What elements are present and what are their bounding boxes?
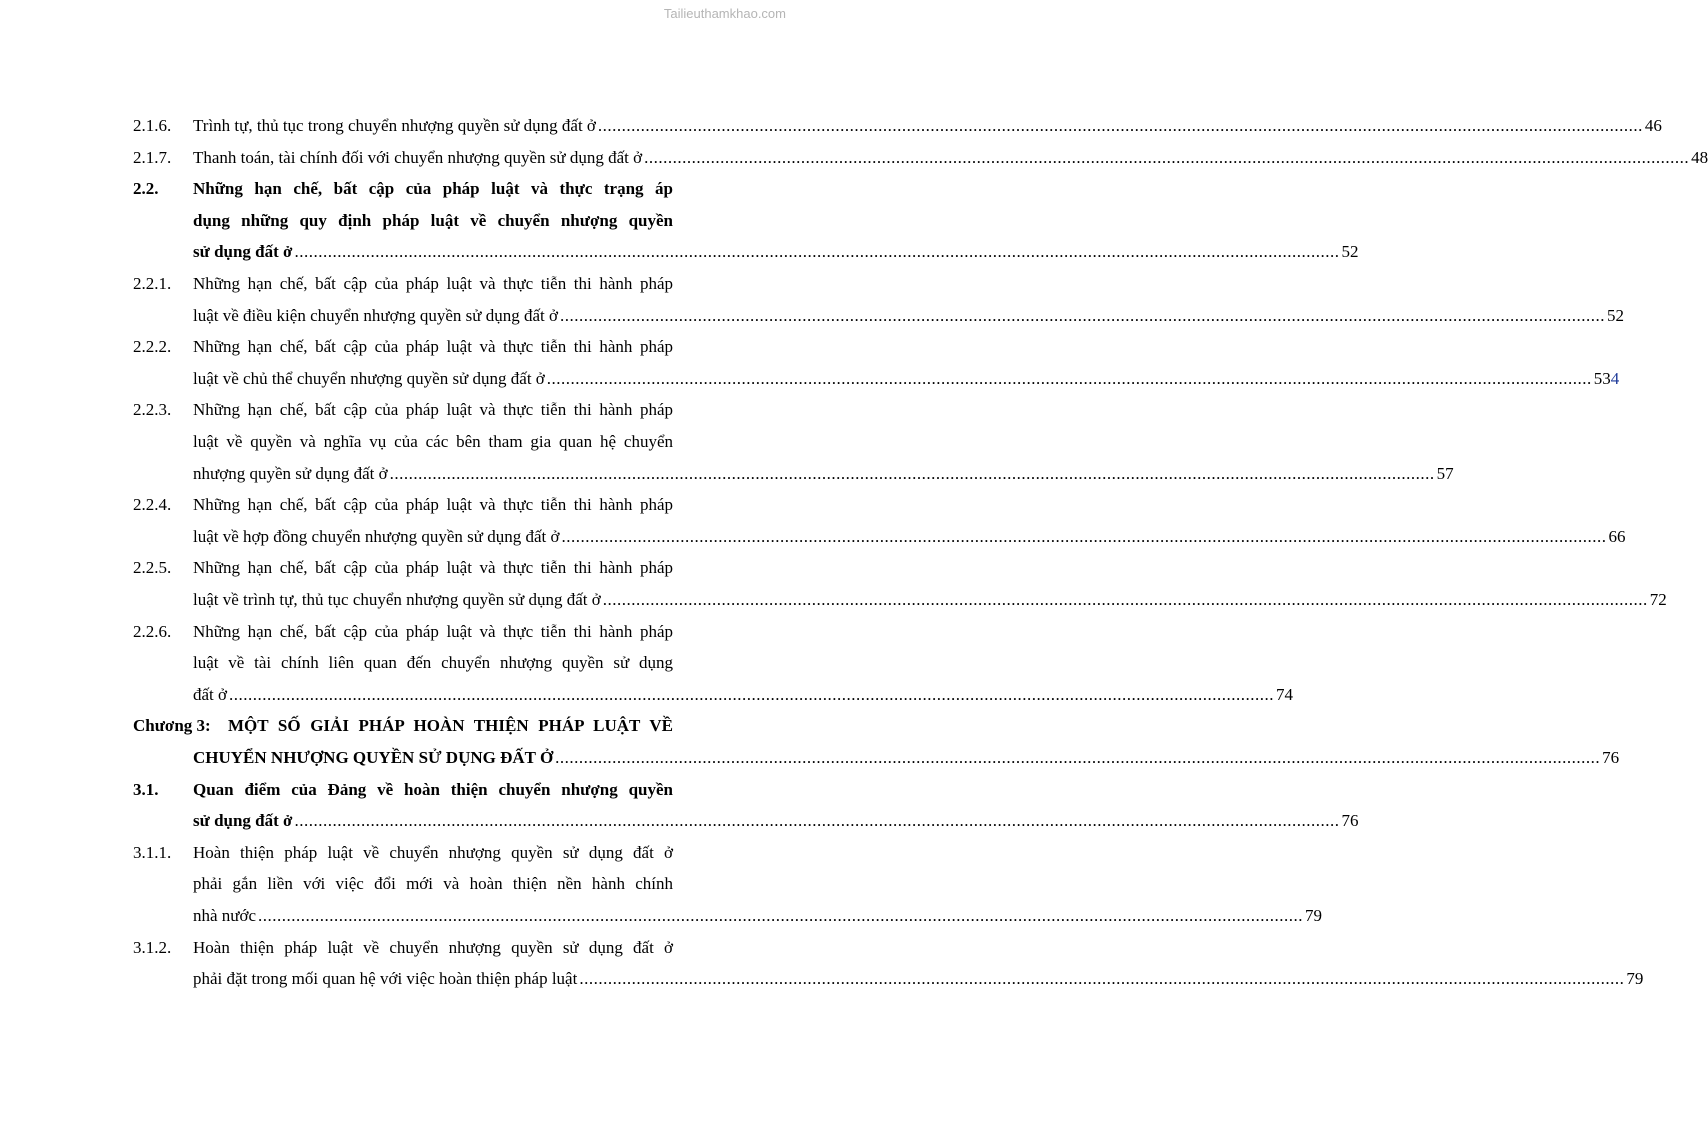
toc-page-number: [1608, 523, 1625, 551]
toc-entry-leader-line[interactable]: [193, 902, 1323, 930]
toc-entry-number: 2.2.6.: [133, 621, 172, 641]
toc-entry-number: Chương 3:: [133, 716, 211, 736]
toc-entry-number: 2.1.7.: [133, 147, 172, 167]
toc-entry-title: Những hạn chế, bất cập của pháp luật và thực tiễn thi hành pháp: [193, 621, 673, 641]
toc-page-number: [1645, 112, 1662, 140]
toc-page-number: [1341, 238, 1358, 266]
toc-line: [0, 965, 1644, 993]
toc-line: [0, 586, 1667, 614]
toc-line: [0, 491, 794, 519]
toc-entry-title: CHUYỂN NHƯỢNG QUYỀN SỬ DỤNG ĐẤT Ở: [193, 748, 554, 767]
toc-line: [0, 112, 1662, 140]
toc-entry-leader-line[interactable]: [193, 460, 1454, 488]
toc-entry-leader-line[interactable]: [193, 586, 1667, 614]
toc-entry-leader-line[interactable]: [193, 144, 1708, 172]
toc-entry-leader-line[interactable]: [193, 681, 1294, 709]
toc-page-number: [1594, 365, 1620, 393]
toc-line: [0, 523, 1626, 551]
toc-page-value: 46: [1644, 116, 1662, 135]
toc-entry-number: 3.1.1.: [133, 842, 172, 862]
toc-entry-title: luật về quyền và nghĩa vụ của các bên tham gia quan hệ chuyển: [193, 432, 673, 451]
toc-entry-title: Thanh toán, tài chính đối với chuyển nhượng quyền sử dụng đất ở: [193, 147, 643, 167]
toc-line: [0, 238, 1359, 266]
toc-entry-title: Những hạn chế, bất cập của pháp luật và thực tiễn thi hành pháp: [193, 558, 673, 578]
toc-line: [0, 712, 794, 740]
dot-leader: ............................................................................................................................................................................................................................: [560, 305, 1606, 325]
toc-entry-title: sử dụng đất ở: [193, 811, 293, 831]
toc-page-value: 76: [1602, 748, 1620, 767]
toc-line: [0, 839, 794, 867]
toc-entry-leader-line[interactable]: [193, 965, 1644, 993]
toc-line: [0, 934, 794, 962]
dot-leader: ............................................................................................................................................................................................................................: [258, 906, 1304, 925]
toc-line: [0, 870, 794, 898]
toc-entry-title: nhà nước: [193, 906, 257, 925]
toc-entry-number: 2.2.2.: [133, 337, 172, 357]
toc-entry-title: Những hạn chế, bất cập của pháp luật và thực tiễn thi hành pháp: [193, 495, 673, 515]
toc-entry-title: luật về tài chính liên quan đến chuyển nhượng quyền sử dụng: [193, 653, 673, 673]
toc-entry-title: luật về hợp đồng chuyển nhượng quyền sử dụng đất ở: [193, 526, 560, 546]
toc-line: [0, 776, 794, 804]
toc-line: [0, 902, 1323, 930]
toc-line: [0, 618, 794, 646]
toc-page-value: 76: [1341, 811, 1359, 831]
toc-entry-title: Trình tự, thủ tục trong chuyển nhượng quyền sử dụng đất ở: [193, 116, 596, 135]
toc-line: [0, 428, 794, 456]
toc-entry-title: Những hạn chế, bất cập của pháp luật và thực tiễn thi hành pháp: [193, 337, 673, 357]
dot-leader: ............................................................................................................................................................................................................................: [389, 463, 1435, 483]
toc-line: [0, 365, 1620, 393]
toc-entry-title: MỘT SỐ GIẢI PHÁP HOÀN THIỆN PHÁP LUẬT VỀ: [228, 716, 673, 736]
dot-leader: ............................................................................................................................................................................................................................: [546, 368, 1592, 388]
toc-page-value: 72: [1649, 590, 1667, 609]
toc-page-value: 79: [1305, 906, 1323, 925]
toc-line: [0, 460, 1454, 488]
toc-entry-number: 2.2.1.: [133, 274, 172, 293]
toc-entry-leader-line[interactable]: [193, 523, 1626, 551]
toc-line: [0, 333, 794, 361]
toc-line: [0, 807, 1359, 835]
toc-entry-title: Hoàn thiện pháp luật về chuyển nhượng quyền sử dụng đất ở: [193, 937, 673, 957]
toc-page-value: 52: [1607, 305, 1625, 325]
toc-page-number: [1602, 744, 1619, 772]
dot-leader: ............................................................................................................................................................................................................................: [602, 590, 1648, 609]
toc-entry-number: 3.1.: [133, 779, 159, 799]
toc-entry-number: 2.2.: [133, 179, 159, 199]
toc-entry-leader-line[interactable]: [193, 238, 1359, 266]
toc-entry-title: Những hạn chế, bất cập của pháp luật và thực tiễn thi hành pháp: [193, 400, 673, 420]
toc-page-value: 74: [1276, 684, 1294, 704]
toc-page-number: [1626, 965, 1643, 993]
toc-page-value: 66: [1608, 526, 1626, 546]
dot-leader: ............................................................................................................................................................................................................................: [229, 684, 1275, 704]
toc-entry-number: 2.2.4.: [133, 495, 172, 515]
toc-page-number: [1607, 302, 1624, 330]
toc-line: [0, 396, 794, 424]
toc-entry-title: Hoàn thiện pháp luật về chuyển nhượng quyền sử dụng đất ở: [193, 842, 673, 862]
toc-entry-number: 2.2.3.: [133, 400, 172, 420]
dot-leader: ............................................................................................................................................................................................................................: [597, 116, 1643, 135]
toc-entry-number: 3.1.2.: [133, 937, 172, 957]
toc-entry-leader-line[interactable]: [193, 365, 1620, 393]
toc-page-value: 52: [1341, 242, 1359, 262]
toc-page-number: [1276, 681, 1293, 709]
dot-leader: ............................................................................................................................................................................................................................: [561, 526, 1607, 546]
toc-line: [0, 744, 1620, 772]
toc-entry-title: Quan điểm của Đảng về hoàn thiện chuyển nhượng quyền: [193, 779, 673, 799]
toc-page-value: 57: [1436, 463, 1454, 483]
toc-entry-number: 2.1.6.: [133, 116, 172, 135]
toc-entry-title: luật về điều kiện chuyển nhượng quyền sử dụng đất ở: [193, 305, 559, 325]
dot-leader: ............................................................................................................................................................................................................................: [294, 811, 1340, 831]
toc-line: [0, 649, 794, 677]
toc-page-number: [1650, 586, 1667, 614]
toc-entry-title: Những hạn chế, bất cập của pháp luật và thực tiễn thi hành pháp: [193, 274, 673, 293]
toc-page-value: 48: [1691, 147, 1708, 167]
dot-leader: ............................................................................................................................................................................................................................: [555, 748, 1601, 767]
toc-entry-title: Những hạn chế, bất cập của pháp luật và thực trạng áp: [193, 179, 673, 199]
toc-entry-title: dụng những quy định pháp luật về chuyển nhượng quyền: [193, 210, 673, 230]
toc-page-number: [1437, 460, 1454, 488]
toc-page-number: [1691, 144, 1708, 172]
toc-entry-title: phải đặt trong mối quan hệ với việc hoàn thiện pháp luật: [193, 969, 578, 989]
dot-leader: ............................................................................................................................................................................................................................: [579, 969, 1625, 989]
toc-entry-leader-line[interactable]: [193, 807, 1359, 835]
dot-leader: ............................................................................................................................................................................................................................: [644, 147, 1690, 167]
toc-entry-title: luật về chủ thể chuyển nhượng quyền sử dụng đất ở: [193, 368, 545, 388]
toc-page-number: [1341, 807, 1358, 835]
toc-entry-number: 2.2.5.: [133, 558, 172, 578]
toc-line: [0, 175, 794, 203]
toc-line: [0, 270, 794, 298]
toc-entry-leader-line[interactable]: [193, 744, 1620, 772]
toc-line: [0, 144, 1708, 172]
toc-page-number: [1305, 902, 1322, 930]
dot-leader: ............................................................................................................................................................................................................................: [294, 242, 1340, 262]
toc-entry-leader-line[interactable]: [193, 302, 1625, 330]
toc-entry-title: luật về trình tự, thủ tục chuyển nhượng quyền sử dụng đất ở: [193, 590, 601, 609]
toc-line: [0, 302, 1625, 330]
toc-line: [0, 207, 794, 235]
toc-page-value: 53: [1593, 368, 1611, 388]
toc-line: [0, 681, 1294, 709]
toc-page-extra: 4: [1610, 368, 1620, 388]
toc-entry-title: nhượng quyền sử dụng đất ở: [193, 463, 388, 483]
watermark: Tailieuthamkhao.com: [663, 6, 786, 21]
toc-line: [0, 554, 794, 582]
toc-entry-title: phải gắn liền với việc đổi mới và hoàn thiện nền hành chính: [193, 874, 673, 894]
toc-page-value: 79: [1626, 969, 1644, 989]
toc-entry-leader-line[interactable]: [193, 112, 1662, 140]
toc-entry-title: sử dụng đất ở: [193, 242, 293, 262]
toc-entry-title: đất ở: [193, 684, 228, 704]
